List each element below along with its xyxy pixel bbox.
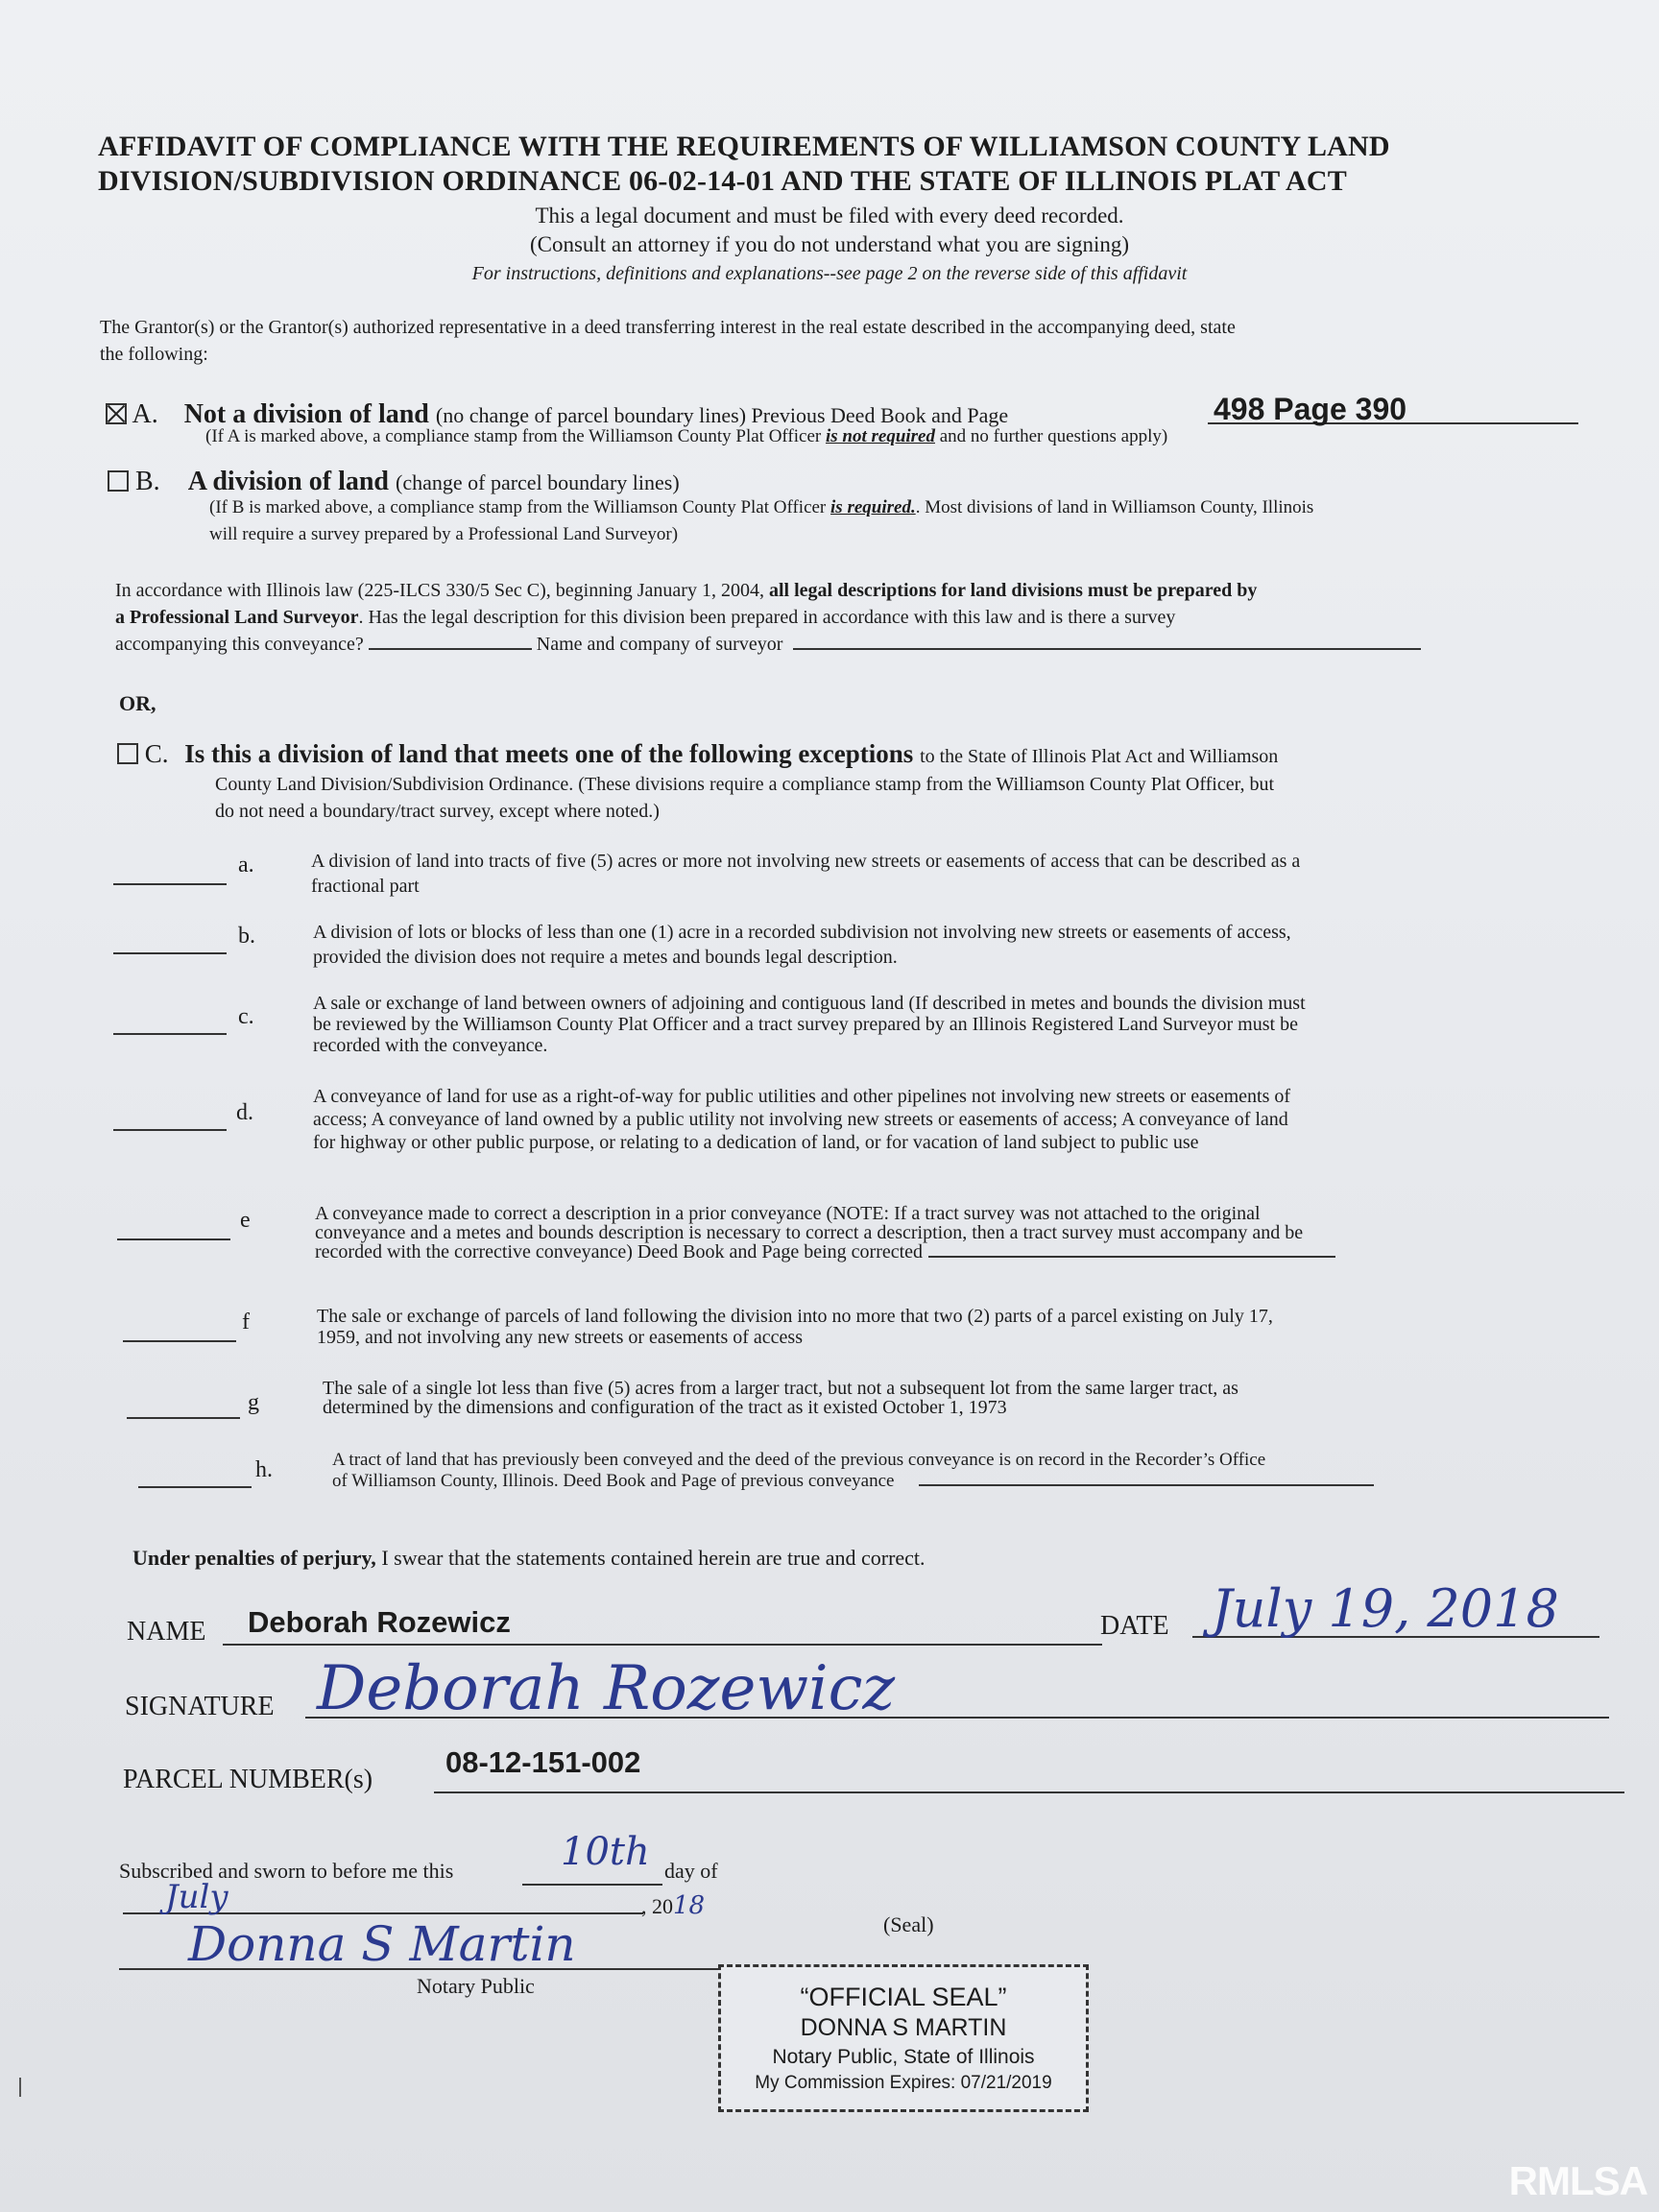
exception-d-text: [313, 1085, 1290, 1154]
exception-a-letter: a.: [238, 853, 254, 878]
exception-e-line-1: A conveyance made to correct a description in a prior conveyance (NOTE: If a tract survey was not attached to the original: [315, 1203, 1261, 1224]
survey-answer-field[interactable]: [369, 644, 532, 650]
option-a-letter: A.: [132, 399, 158, 429]
rmlsa-watermark: RMLSA: [1508, 2158, 1647, 2203]
exception-f-letter: f: [242, 1310, 250, 1334]
exception-c-letter: c.: [238, 1004, 254, 1029]
seal-line-3: Notary Public, State of Illinois: [772, 2046, 1035, 2068]
option-b-note-emphasis: is required.: [830, 497, 916, 517]
or-label: OR,: [119, 691, 156, 715]
exception-h-blank[interactable]: [138, 1486, 252, 1488]
exception-c-blank[interactable]: [113, 1033, 227, 1035]
exception-h-line-2: of Williamson County, Illinois. Deed Book and Page of previous conveyance: [332, 1471, 895, 1491]
exception-b-text: [313, 920, 1291, 970]
signature-label: SIGNATURE: [125, 1692, 275, 1721]
subtitle-consult-attorney: (Consult an attorney if you do not understand what you are signing): [529, 232, 1130, 256]
exception-b-blank[interactable]: [113, 952, 227, 954]
title-line-1: AFFIDAVIT OF COMPLIANCE WITH THE REQUIREMENTS OF WILLIAMSON COUNTY LAND: [98, 131, 1390, 162]
perjury-text: I swear that the statements contained herein are true and correct.: [381, 1546, 926, 1570]
exception-e-line-2: conveyance and a metes and bounds description is necessary to correct a description, then a tract survey must accompany and be: [315, 1222, 1304, 1243]
parcel-line: [434, 1791, 1624, 1793]
signature-field[interactable]: Deborah Rozewicz: [317, 1653, 896, 1724]
notary-public-label: Notary Public: [417, 1974, 535, 1998]
exception-c-text: [313, 993, 1306, 1056]
sworn-day-line: [522, 1884, 662, 1886]
notary-signature[interactable]: Donna S Martin: [188, 1916, 576, 1972]
name-label: NAME: [127, 1617, 206, 1647]
law-line-3: [115, 634, 1421, 656]
law-line-1-bold: all legal descriptions for land divisions must be prepared by: [768, 580, 1258, 601]
option-b-note-1: [209, 497, 1313, 518]
option-b-note-pre: (If B is marked above, a compliance stamp from the Williamson County Plat Officer: [209, 497, 827, 517]
exception-d-line-2: access; A conveyance of land owned by a public utility not involving new streets or easements of access; A conveyance of land: [313, 1109, 1288, 1130]
exception-d-line-3: for highway or other public purpose, or relating to a dedication of land, or for vacation of land subject to public use: [313, 1132, 1199, 1153]
option-a-note-post: and no further questions apply): [939, 426, 1168, 446]
option-c-row: [117, 739, 1278, 769]
exception-g-line-1: The sale of a single lot less than five (5) acres from a larger tract, but not a subsequent lot from the same larger tract, as: [323, 1378, 1238, 1399]
parcel-field[interactable]: 08-12-151-002: [445, 1745, 641, 1779]
exception-d-letter: d.: [236, 1100, 253, 1125]
name-line: [223, 1644, 1102, 1646]
exception-h-line-1: A tract of land that has previously been conveyed and the deed of the previous conveyance is on record in the Recorder’s Office: [332, 1450, 1266, 1470]
option-b-heading: A division of land: [187, 467, 389, 496]
perjury-bold: Under penalties of perjury,: [132, 1546, 376, 1570]
option-b-note-post: . Most divisions of land in Williamson County, Illinois: [915, 497, 1314, 517]
option-b-description: (change of parcel boundary lines): [396, 470, 680, 494]
exception-e-line-3-row: [315, 1242, 1335, 1262]
option-a-note: [205, 426, 1167, 447]
title-line-2: DIVISION/SUBDIVISION ORDINANCE 06-02-14-01 AND THE STATE OF ILLINOIS PLAT ACT: [98, 165, 1347, 197]
exception-h-text: [332, 1450, 1374, 1492]
option-a-checkbox[interactable]: [106, 403, 127, 424]
exception-e-deed-field[interactable]: [928, 1252, 1335, 1258]
name-field[interactable]: Deborah Rozewicz: [248, 1605, 511, 1639]
exception-g-text: [323, 1379, 1238, 1417]
option-a-description: (no change of parcel boundary lines) Previous Deed Book and Page: [435, 403, 1009, 427]
exception-a-blank[interactable]: [113, 883, 227, 885]
exception-b-line-2: provided the division does not require a metes and bounds legal description.: [313, 947, 898, 968]
option-b-letter: B.: [135, 467, 160, 496]
subtitle-legal-notice: This a legal document and must be filed with every deed recorded.: [535, 204, 1124, 228]
exception-g-line-2: determined by the dimensions and configuration of the tract as it existed October 1, 1973: [323, 1397, 1007, 1418]
option-a-note-emphasis: is not required: [825, 426, 935, 446]
seal-label: (Seal): [883, 1912, 934, 1936]
subtitle-instructions: For instructions, definitions and explanations--see page 2 on the reverse side of this affidavit: [471, 263, 1188, 284]
exception-f-blank[interactable]: [123, 1340, 236, 1342]
law-line-1: [115, 580, 1257, 602]
exception-e-blank[interactable]: [117, 1238, 230, 1240]
exception-g-letter: g: [248, 1390, 259, 1415]
intro-line-2: the following:: [100, 344, 208, 365]
survey-question-label: accompanying this conveyance?: [115, 634, 364, 655]
surveyor-name-field[interactable]: [793, 644, 1421, 650]
exception-a-line-1: A division of land into tracts of five (5) acres or more not involving new streets or easements of access that can be described as a: [311, 851, 1301, 872]
exception-e-letter: e: [240, 1208, 251, 1233]
option-c-checkbox[interactable]: [117, 743, 138, 764]
exception-d-line-1: A conveyance of land for use as a right-of-way for public utilities and other pipelines not involving new streets or easements of: [313, 1086, 1291, 1107]
option-a-heading: Not a division of land: [183, 399, 429, 429]
law-line-1-text: In accordance with Illinois law (225-ILCS 330/5 Sec C), beginning January 1, 2004,: [115, 580, 764, 601]
law-line-2-text: . Has the legal description for this division been prepared in accordance with this law and is there a survey: [358, 607, 1176, 628]
date-label: DATE: [1100, 1611, 1169, 1641]
option-a-deed-value[interactable]: 498 Page 390: [1214, 392, 1407, 426]
option-c-letter: C.: [144, 739, 169, 768]
seal-line-1: “OFFICIAL SEAL”: [800, 1983, 1007, 2011]
law-line-2-bold: a Professional Land Surveyor: [115, 607, 359, 628]
option-c-description: to the State of Illinois Plat Act and Williamson: [920, 746, 1279, 767]
sworn-year: [641, 1891, 705, 1920]
exception-c-line-1: A sale or exchange of land between owners of adjoining and contiguous land (If described in metes and bounds the division must: [313, 993, 1306, 1014]
exception-d-blank[interactable]: [113, 1129, 227, 1131]
margin-mark: [19, 2078, 21, 2097]
exception-a-line-2: fractional part: [311, 876, 420, 897]
option-c-heading: Is this a division of land that meets one of the following exceptions: [184, 739, 914, 768]
exception-g-blank[interactable]: [127, 1417, 240, 1419]
intro-line-1: The Grantor(s) or the Grantor(s) authorized representative in a deed transferring interest in the real estate described in the accompanying deed, state: [100, 317, 1236, 338]
exception-e-line-3: recorded with the corrective conveyance) Deed Book and Page being corrected: [315, 1241, 924, 1262]
seal-line-4: My Commission Expires: 07/21/2019: [755, 2073, 1052, 2093]
sworn-statement: Subscribed and sworn to before me this: [119, 1859, 454, 1883]
date-field[interactable]: July 19, 2018: [1212, 1578, 1559, 1639]
exception-b-line-1: A division of lots or blocks of less than one (1) acre in a recorded subdivision not involving new streets or easements of access,: [313, 922, 1291, 943]
exception-e-text: [315, 1204, 1335, 1262]
perjury-statement: [132, 1546, 926, 1571]
exception-f-line-2: 1959, and not involving any new streets or easements of access: [317, 1327, 803, 1348]
parcel-label: PARCEL NUMBER(s): [123, 1765, 373, 1794]
option-c-line-3: do not need a boundary/tract survey, except where noted.): [215, 801, 660, 822]
sworn-month-field[interactable]: July: [165, 1878, 228, 1916]
surveyor-name-label: Name and company of surveyor: [536, 634, 783, 655]
exception-h-line-2-row: [332, 1471, 1374, 1492]
sworn-year-prefix: , 20: [641, 1894, 673, 1918]
option-a-note-pre: (If A is marked above, a compliance stamp from the Williamson County Plat Officer: [205, 426, 822, 446]
exception-c-line-2: be reviewed by the Williamson County Plat Officer and a tract survey prepared by an Illinois Registered Land Surveyor must be: [313, 1014, 1298, 1035]
exception-f-text: [317, 1306, 1273, 1348]
exception-h-letter: h.: [255, 1457, 273, 1482]
exception-b-letter: b.: [238, 924, 255, 949]
exception-h-deed-field[interactable]: [919, 1480, 1374, 1486]
exception-c-line-3: recorded with the conveyance.: [313, 1035, 548, 1056]
option-b-note-2: will require a survey prepared by a Professional Land Surveyor): [209, 524, 679, 544]
official-seal-stamp: [718, 1964, 1089, 2112]
option-b-checkbox[interactable]: [108, 470, 129, 492]
option-c-line-2: County Land Division/Subdivision Ordinance. (These divisions require a compliance stamp from the Williamson County Plat Officer, but: [215, 774, 1275, 795]
sworn-year-field[interactable]: 18: [673, 1891, 706, 1920]
sworn-day-of: day of: [664, 1859, 718, 1883]
option-b-row: [108, 467, 680, 497]
exception-a-text: [311, 849, 1300, 899]
law-line-2: [115, 607, 1175, 629]
exception-f-line-1: The sale or exchange of parcels of land following the division into no more that two (2) parts of a parcel existing on July 17,: [317, 1306, 1273, 1327]
sworn-day-field[interactable]: 10th: [561, 1830, 650, 1874]
seal-line-2: DONNA S MARTIN: [800, 2014, 1007, 2041]
